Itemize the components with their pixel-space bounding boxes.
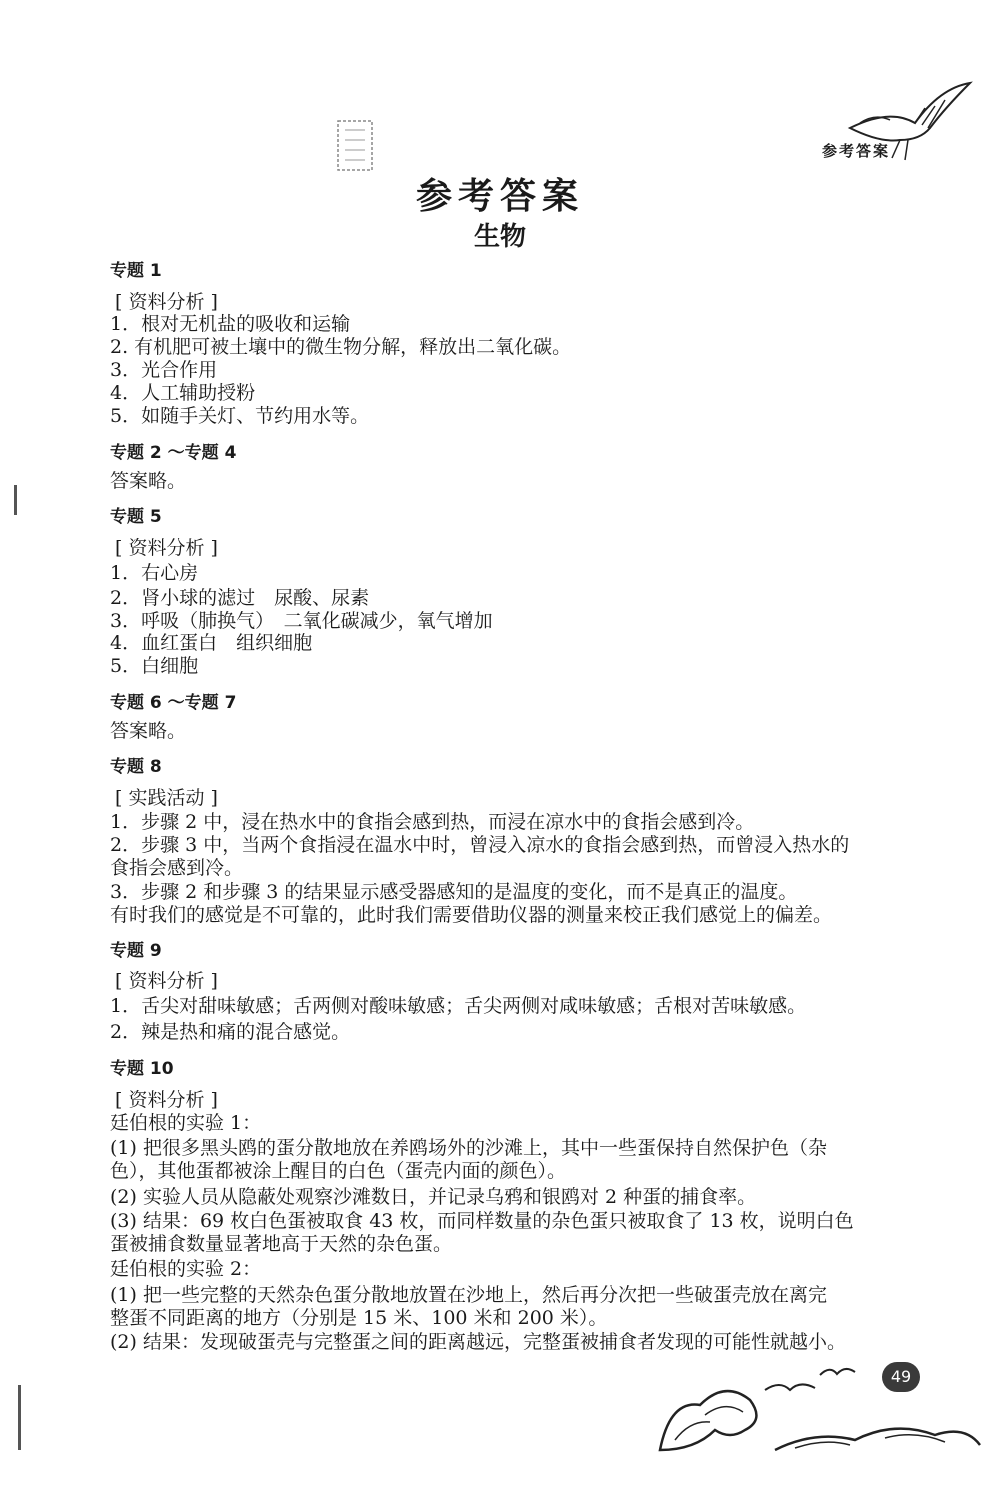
answer-line: 2．肾小球的滤过 尿酸、尿素	[110, 587, 370, 609]
answer-line: (1) 把一些完整的天然杂色蛋分散地放置在沙地上，然后再分次把一些破蛋壳放在离完	[110, 1284, 827, 1306]
answer-line: 蛋被捕食数量显著地高于天然的杂色蛋。	[110, 1233, 453, 1255]
answer-line: (2) 结果：发现破蛋壳与完整蛋之间的距离越远，完整蛋被捕食者发现的可能性就越小。	[110, 1331, 846, 1353]
stamp-mark	[335, 118, 375, 173]
answer-line: 2．辣是热和痛的混合感觉。	[110, 1021, 351, 1043]
answer-line: 答案略。	[110, 470, 187, 492]
answer-line: 3．呼吸（肺换气） 二氧化碳减少，氧气增加	[110, 610, 493, 632]
answer-line: 1．右心房	[110, 562, 199, 584]
answer-line: 食指会感到冷。	[110, 857, 244, 879]
answer-line: 有时我们的感觉是不可靠的，此时我们需要借助仪器的测量来校正我们感觉上的偏差。	[110, 904, 833, 926]
corner-label: 参考答案	[821, 142, 890, 160]
section-heading: 专题 1	[110, 261, 162, 281]
answer-line: 1．舌尖对甜味敏感；舌两侧对酸味敏感；舌尖两侧对咸味敏感；舌根对苦味敏感。	[110, 995, 807, 1017]
section-heading: 专题 8	[110, 757, 162, 777]
section-heading: 专题 6 ～专题 7	[110, 693, 237, 713]
answer-line: 2. 有机肥可被土壤中的微生物分解，释放出二氧化碳。	[110, 336, 572, 358]
answer-line: 3．步骤 2 和步骤 3 的结果显示感受器感知的是温度的变化，而不是真正的温度。	[110, 881, 798, 903]
section-bracket: [ 资料分析 ]	[115, 970, 218, 992]
answer-line: 色），其他蛋都被涂上醒目的白色（蛋壳内面的颜色）。	[110, 1160, 567, 1182]
answer-line: 3．光合作用	[110, 359, 218, 381]
answer-line: 答案略。	[110, 720, 187, 742]
answer-line: (2) 实验人员从隐蔽处观察沙滩数日，并记录乌鸦和银鸥对 2 种蛋的捕食率。	[110, 1186, 757, 1208]
section-bracket: [ 实践活动 ]	[115, 787, 218, 809]
scan-edge-mark	[18, 1385, 21, 1450]
scan-edge-mark	[14, 485, 17, 515]
answer-line: (3) 结果：69 枚白色蛋被取食 43 枚，而同样数量的杂色蛋只被取食了 13 枚，说明白色	[110, 1210, 854, 1232]
section-heading: 专题 10	[110, 1059, 174, 1079]
section-heading: 专题 2 ～专题 4	[110, 443, 237, 463]
answer-line: (1) 把很多黑头鸥的蛋分散地放在养鸥场外的沙滩上，其中一些蛋保持自然保护色（杂	[110, 1137, 827, 1159]
page-number-badge: 49	[882, 1362, 920, 1392]
section-bracket: [ 资料分析 ]	[115, 291, 218, 313]
answer-line: 5．白细胞	[110, 655, 199, 677]
answer-line: 4．人工辅助授粉	[110, 382, 256, 404]
answer-line: 1．根对无机盐的吸收和运输	[110, 313, 351, 335]
answer-line: 整蛋不同距离的地方（分别是 15 米、100 米和 200 米）。	[110, 1307, 608, 1329]
answer-line: 4．血红蛋白 组织细胞	[110, 632, 313, 654]
section-heading: 专题 5	[110, 507, 162, 527]
answer-line: 1．步骤 2 中，浸在热水中的食指会感到热，而浸在凉水中的食指会感到冷。	[110, 811, 755, 833]
section-heading: 专题 9	[110, 941, 162, 961]
wave-birds-illustration	[655, 1360, 985, 1455]
answer-line: 廷伯根的实验 2：	[110, 1258, 262, 1280]
subject-title: 生物	[473, 222, 526, 252]
answer-line: 5．如随手关灯、节约用水等。	[110, 405, 370, 427]
page-title: 参考答案	[415, 175, 584, 217]
answer-line: 廷伯根的实验 1：	[110, 1112, 262, 1134]
section-bracket: [ 资料分析 ]	[115, 537, 218, 559]
section-bracket: [ 资料分析 ]	[115, 1089, 218, 1111]
answer-line: 2．步骤 3 中，当两个食指浸在温水中时，曾浸入凉水的食指会感到热，而曾浸入热水的	[110, 834, 850, 856]
